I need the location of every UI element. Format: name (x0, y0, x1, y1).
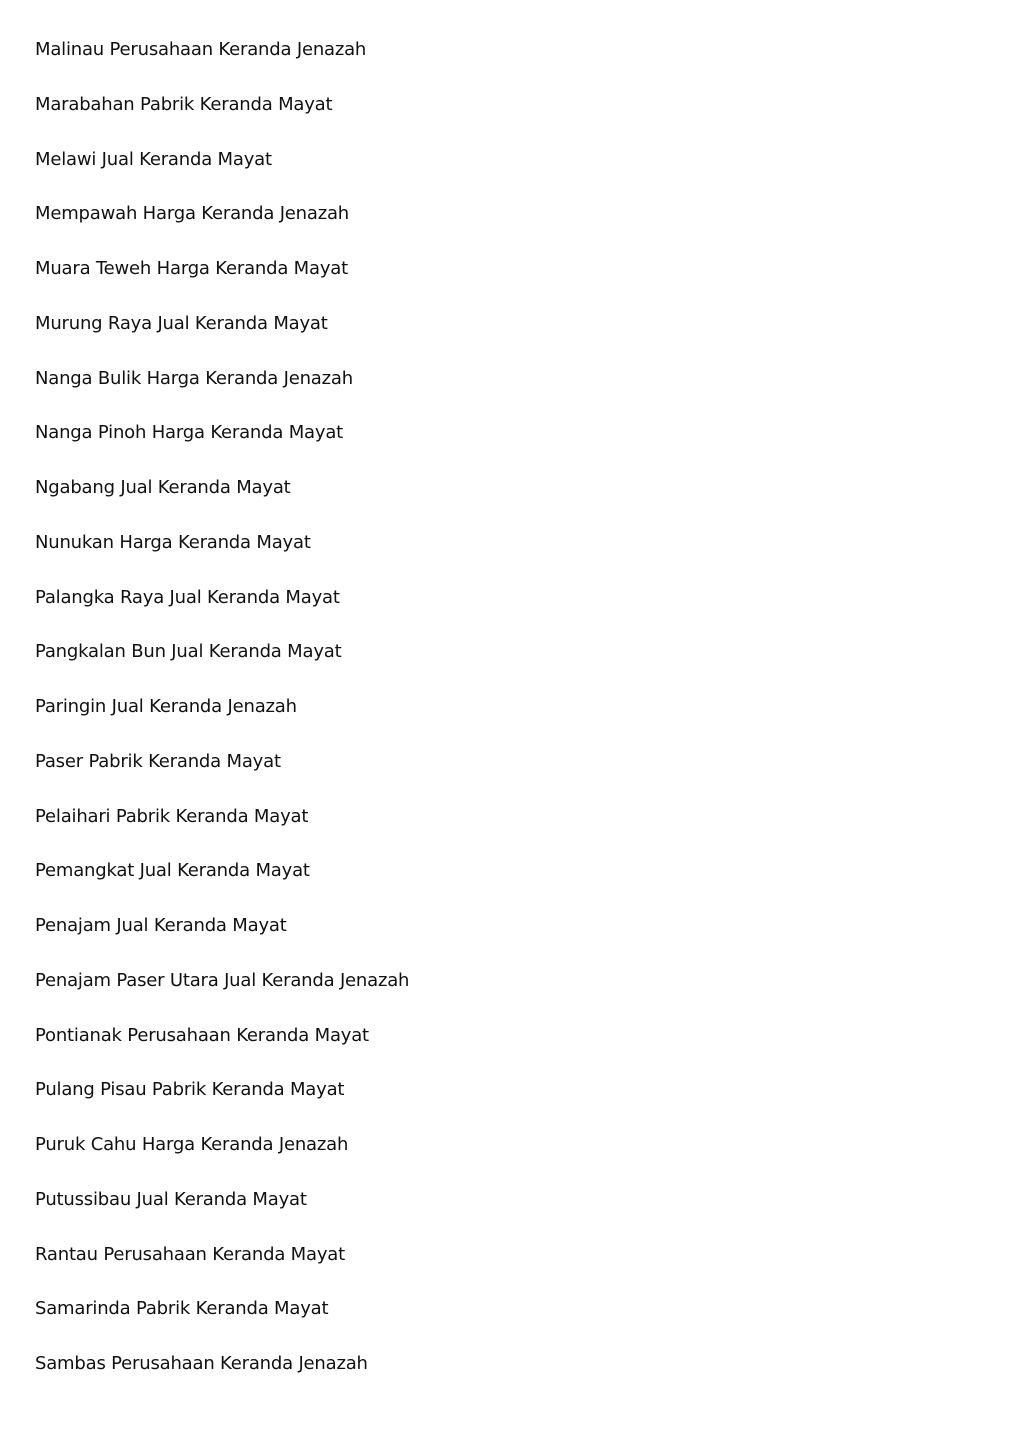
list-item: Murung Raya Jual Keranda Mayat (35, 312, 328, 334)
list-item: Sambas Perusahaan Keranda Jenazah (35, 1353, 368, 1374)
list-item: Marabahan Pabrik Keranda Mayat (35, 93, 333, 115)
list-item: Ngabang Jual Keranda Mayat (35, 477, 291, 498)
list-item: Malinau Perusahaan Keranda Jenazah (35, 39, 367, 60)
list-item: Pemangkat Jual Keranda Mayat (35, 860, 310, 882)
list-item: Rantau Perusahaan Keranda Mayat (35, 1243, 345, 1265)
list-item: Paser Pabrik Keranda Mayat (35, 750, 281, 772)
list-item: Nanga Bulik Harga Keranda Jenazah (35, 367, 353, 389)
list-item: Samarinda Pabrik Keranda Mayat (35, 1298, 329, 1320)
list-item: Pontianak Perusahaan Keranda Mayat (35, 1024, 369, 1046)
list-item: Muara Teweh Harga Keranda Mayat (35, 258, 348, 279)
list-item: Putussibau Jual Keranda Mayat (35, 1188, 307, 1210)
list-item: Pelaihari Pabrik Keranda Mayat (35, 805, 309, 827)
list-item: Melawi Jual Keranda Mayat (35, 148, 272, 170)
list-item: Palangka Raya Jual Keranda Mayat (35, 586, 340, 608)
list-item: Mempawah Harga Keranda Jenazah (35, 203, 350, 225)
list-item: Pulang Pisau Pabrik Keranda Mayat (35, 1079, 345, 1101)
list-item: Pangkalan Bun Jual Keranda Mayat (35, 641, 342, 663)
list-item: Penajam Paser Utara Jual Keranda Jenazah (35, 969, 410, 991)
list-item: Nunukan Harga Keranda Mayat (35, 531, 311, 553)
keyword-list (35, 36, 409, 1405)
list-item: Penajam Jual Keranda Mayat (35, 915, 287, 936)
list-item: Paringin Jual Keranda Jenazah (35, 696, 297, 717)
list-item: Nanga Pinoh Harga Keranda Mayat (35, 422, 344, 444)
list-item: Puruk Cahu Harga Keranda Jenazah (35, 1134, 349, 1155)
